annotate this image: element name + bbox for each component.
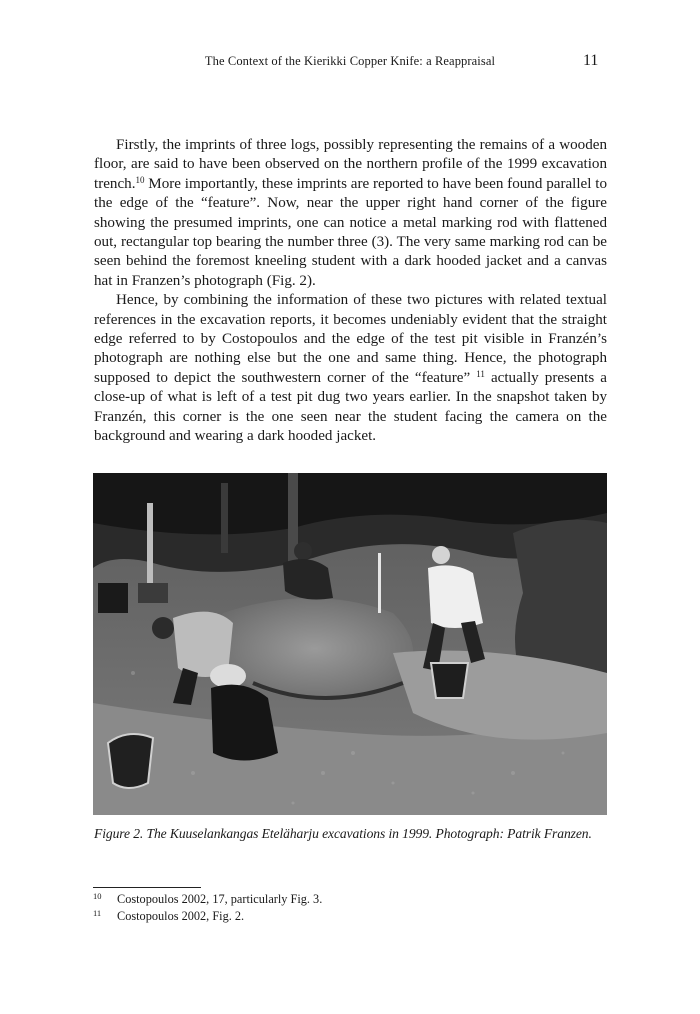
footnote-ref-11[interactable]: 11 xyxy=(476,368,485,379)
paragraph-2-text-b: actually presents a close-up of what is left of a test pit dug two years earlier. In the snapshot taken by Franzén, this corner is the one seen near the student facing the camera on the background and wearing a dark hooded jacket. xyxy=(94,369,607,445)
figure-caption: Figure 2. The Kuuselankangas Eteläharju excavations in 1999. Photograph: Patrik Franzen. xyxy=(94,826,592,841)
photograph-rendering xyxy=(93,473,607,815)
footnote-text: Costopoulos 2002, 17, particularly Fig. 3. xyxy=(117,892,323,906)
paragraph-2-text-a: Hence, by combining the information of these two pictures with related textual references in the excavation reports, it becomes undeniably evident that the straight edge referred to by Costopoulos and the edge of the test pit visible in Franzén’s photograph are nothing else but the one and same thing. Hence, the photograph supposed to depict the southwestern corner of the “feature” xyxy=(94,292,607,386)
paragraph-1-text-a: Firstly, the imprints of three logs, possibly representing the remains of a wooden floor, are said to have been observed on the northern profile of the 1999 excavation trench. xyxy=(94,137,607,192)
footnote-ref-10[interactable]: 10 xyxy=(135,174,145,185)
footnote-number: 10 xyxy=(93,891,102,901)
paragraph-2 xyxy=(94,291,607,446)
body-text xyxy=(94,136,607,447)
footnote-divider xyxy=(93,887,201,888)
page-number: 11 xyxy=(583,52,599,69)
footnote-number: 11 xyxy=(93,908,102,918)
paragraph-1-text-b: More importantly, these imprints are reported to have been found parallel to the edge of the “feature”. Now, near the upper right hand corner of the figure showing the presumed imprints, one can notice a metal marking rod with flattened out, rectangular top bearing the number three (3). The very same marking rod can be seen behind the foremost kneeling student with a dark hooded jacket and a canvas hat in Franzen’s photograph (Fig. 2). xyxy=(94,175,607,289)
footnote-text: Costopoulos 2002, Fig. 2. xyxy=(117,909,245,923)
paragraph-1 xyxy=(94,136,607,291)
excavation-photograph xyxy=(93,473,607,815)
running-title: The Context of the Kierikki Copper Knife: a Reappraisal xyxy=(204,54,496,68)
